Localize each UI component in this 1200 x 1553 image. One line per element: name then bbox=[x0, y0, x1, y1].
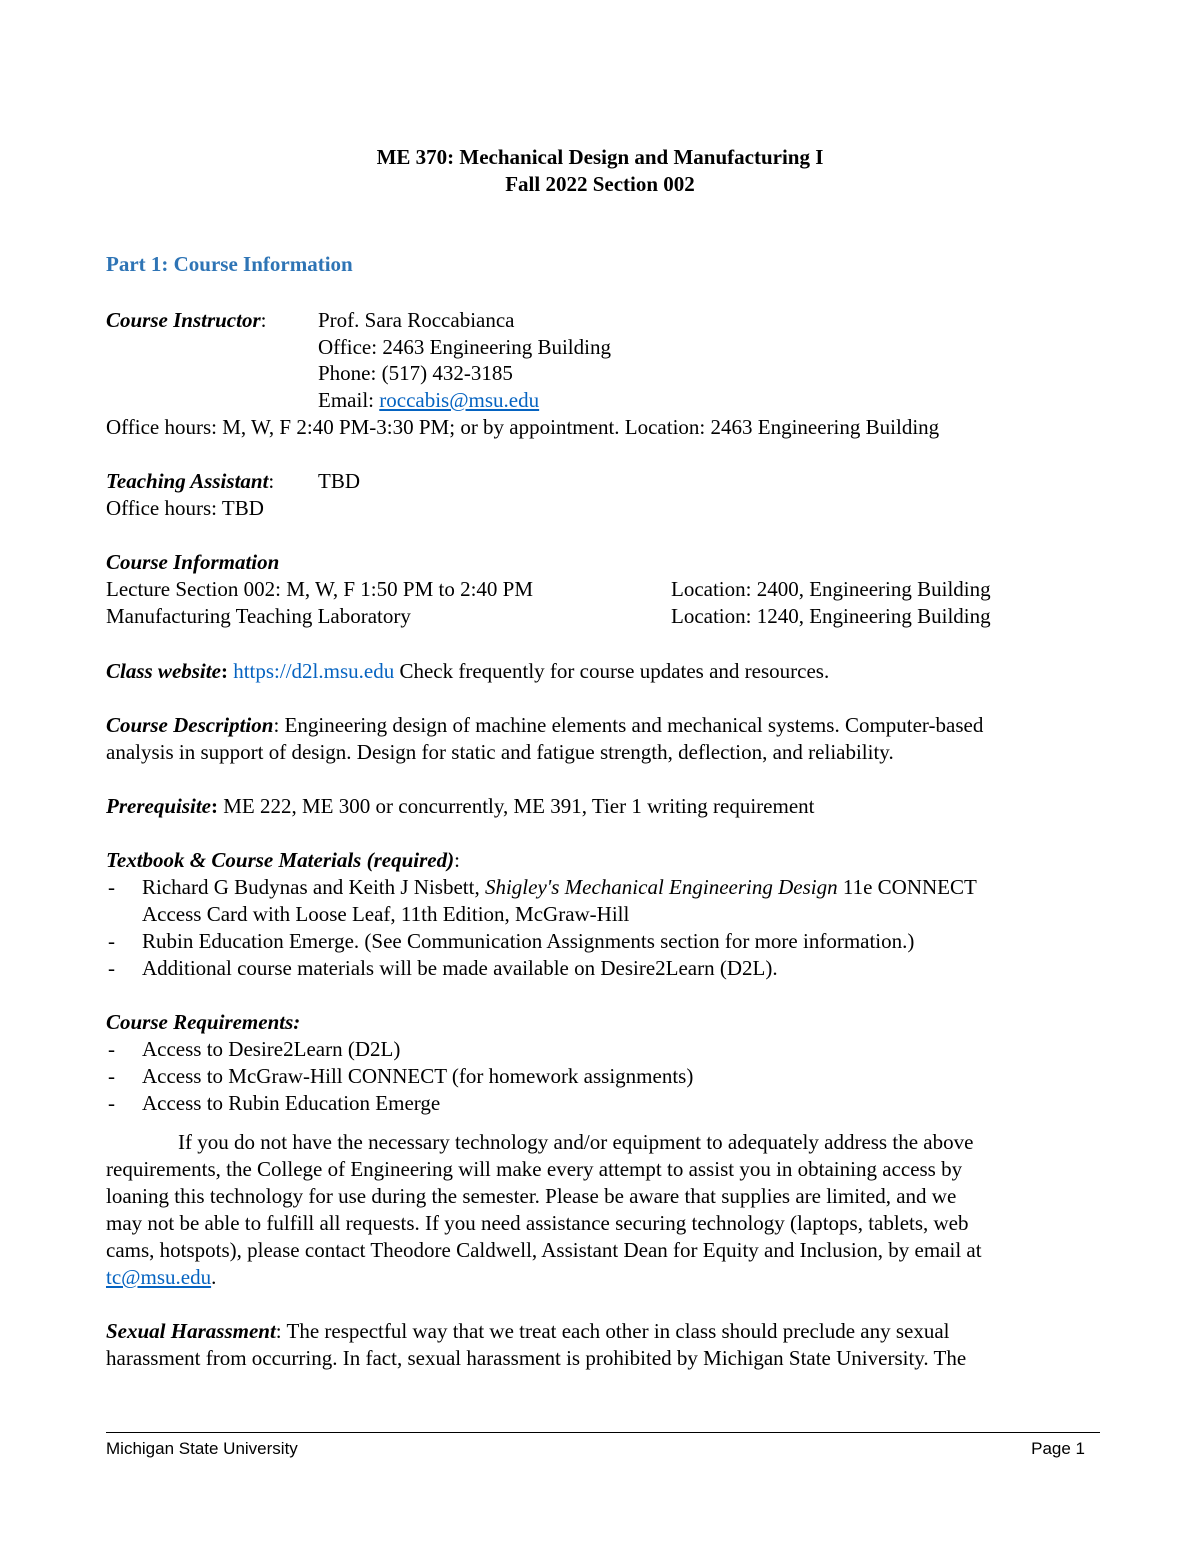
list-marker: - bbox=[108, 1064, 115, 1088]
requirements-paragraph-line-1: If you do not have the necessary technology and/or equipment to adequately address the above bbox=[178, 1130, 974, 1154]
part1-heading: Part 1: Course Information bbox=[106, 252, 353, 276]
ta-label-line: Teaching Assistant: bbox=[106, 469, 275, 493]
list-marker: - bbox=[108, 1091, 115, 1115]
instructor-label: Course Instructor bbox=[106, 308, 261, 332]
course-info-row-lecture-location: Location: 2400, Engineering Building bbox=[671, 577, 991, 601]
instructor-office: Office: 2463 Engineering Building bbox=[318, 335, 611, 359]
instructor-email-line: Email: roccabis@msu.edu bbox=[318, 388, 540, 412]
course-info-row-lecture: Lecture Section 002: M, W, F 1:50 PM to 2:40 PM bbox=[106, 577, 534, 601]
requirement-item: Access to McGraw-Hill CONNECT (for homework assignments) bbox=[142, 1064, 694, 1088]
list-marker: - bbox=[108, 875, 115, 899]
harassment-line-1: Sexual Harassment: The respectful way that we treat each other in class should preclude any sexual bbox=[106, 1319, 950, 1343]
course-info-row-lab: Manufacturing Teaching Laboratory bbox=[106, 604, 411, 628]
prerequisite-label: Prerequisite bbox=[106, 794, 211, 818]
ta-office-hours: Office hours: TBD bbox=[106, 496, 264, 520]
course-description-line-1: Course Description: Engineering design of machine elements and mechanical systems. Computer-based bbox=[106, 713, 984, 737]
footer-page-number: Page 1 bbox=[1031, 1439, 1085, 1458]
textbook-label: Textbook & Course Materials (required) bbox=[106, 848, 455, 872]
footer-divider bbox=[106, 1432, 1100, 1433]
requirement-item: Access to Desire2Learn (D2L) bbox=[142, 1037, 401, 1061]
footer-left: Michigan State University bbox=[106, 1439, 298, 1458]
instructor-label-line: Course Instructor: bbox=[106, 308, 267, 332]
class-website-label: Class website bbox=[106, 659, 221, 683]
course-info-row-lab-location: Location: 1240, Engineering Building bbox=[671, 604, 991, 628]
textbook-item-3: Additional course materials will be made available on Desire2Learn (D2L). bbox=[142, 956, 778, 980]
class-website-link[interactable]: https://d2l.msu.edu bbox=[233, 659, 395, 683]
requirements-paragraph-line-2: requirements, the College of Engineering will make every attempt to assist you in obtaining access by bbox=[106, 1157, 963, 1181]
course-description-line-2: analysis in support of design. Design for static and fatigue strength, deflection, and reliability. bbox=[106, 740, 894, 764]
ta-name: TBD bbox=[318, 469, 360, 493]
textbook-item-1-line-2: Access Card with Loose Leaf, 11th Edition, McGraw-Hill bbox=[142, 902, 630, 926]
course-info-heading: Course Information bbox=[106, 550, 280, 574]
ta-label: Teaching Assistant bbox=[106, 469, 269, 493]
document-title: ME 370: Mechanical Design and Manufacturing I bbox=[376, 145, 824, 169]
requirements-heading: Course Requirements: bbox=[106, 1010, 301, 1034]
textbook-item-2: Rubin Education Emerge. (See Communication Assignments section for more information.) bbox=[142, 929, 915, 953]
instructor-name: Prof. Sara Roccabianca bbox=[318, 308, 515, 332]
list-marker: - bbox=[108, 1037, 115, 1061]
textbook-title: Shigley's Mechanical Engineering Design bbox=[484, 875, 838, 899]
requirements-paragraph-line-3: loaning this technology for use during the semester. Please be aware that supplies are limited, and we bbox=[106, 1184, 957, 1208]
instructor-email-link[interactable]: roccabis@msu.edu bbox=[379, 388, 540, 412]
textbook-heading-line: Textbook & Course Materials (required): bbox=[106, 848, 460, 872]
requirements-paragraph-line-4: may not be able to fulfill all requests. If you need assistance securing technology (laptops, tablets, web bbox=[106, 1211, 969, 1235]
list-marker: - bbox=[108, 929, 115, 953]
requirements-paragraph-line-5: cams, hotspots), please contact Theodore Caldwell, Assistant Dean for Equity and Inclusion, by email at bbox=[106, 1238, 982, 1262]
list-marker: - bbox=[108, 956, 115, 980]
document-subtitle: Fall 2022 Section 002 bbox=[505, 172, 695, 196]
prerequisite-line: Prerequisite: ME 222, ME 300 or concurrently, ME 391, Tier 1 writing requirement bbox=[106, 794, 815, 818]
instructor-phone: Phone: (517) 432-3185 bbox=[318, 361, 513, 385]
class-website-line: Class website: https://d2l.msu.edu Check frequently for course updates and resources. bbox=[106, 659, 830, 683]
course-description-label: Course Description bbox=[106, 713, 274, 737]
instructor-office-hours: Office hours: M, W, F 2:40 PM-3:30 PM; or by appointment. Location: 2463 Engineering Building bbox=[106, 415, 940, 439]
harassment-line-2: harassment from occurring. In fact, sexual harassment is prohibited by Michigan State University. The bbox=[106, 1346, 967, 1370]
equity-email-link[interactable]: tc@msu.edu bbox=[106, 1265, 212, 1289]
requirement-item: Access to Rubin Education Emerge bbox=[142, 1091, 441, 1115]
textbook-item-1: Richard G Budynas and Keith J Nisbett, Shigley's Mechanical Engineering Design 11e CONNECT bbox=[142, 875, 977, 899]
requirements-paragraph-line-6: tc@msu.edu. bbox=[106, 1265, 217, 1289]
harassment-label: Sexual Harassment bbox=[106, 1319, 276, 1343]
